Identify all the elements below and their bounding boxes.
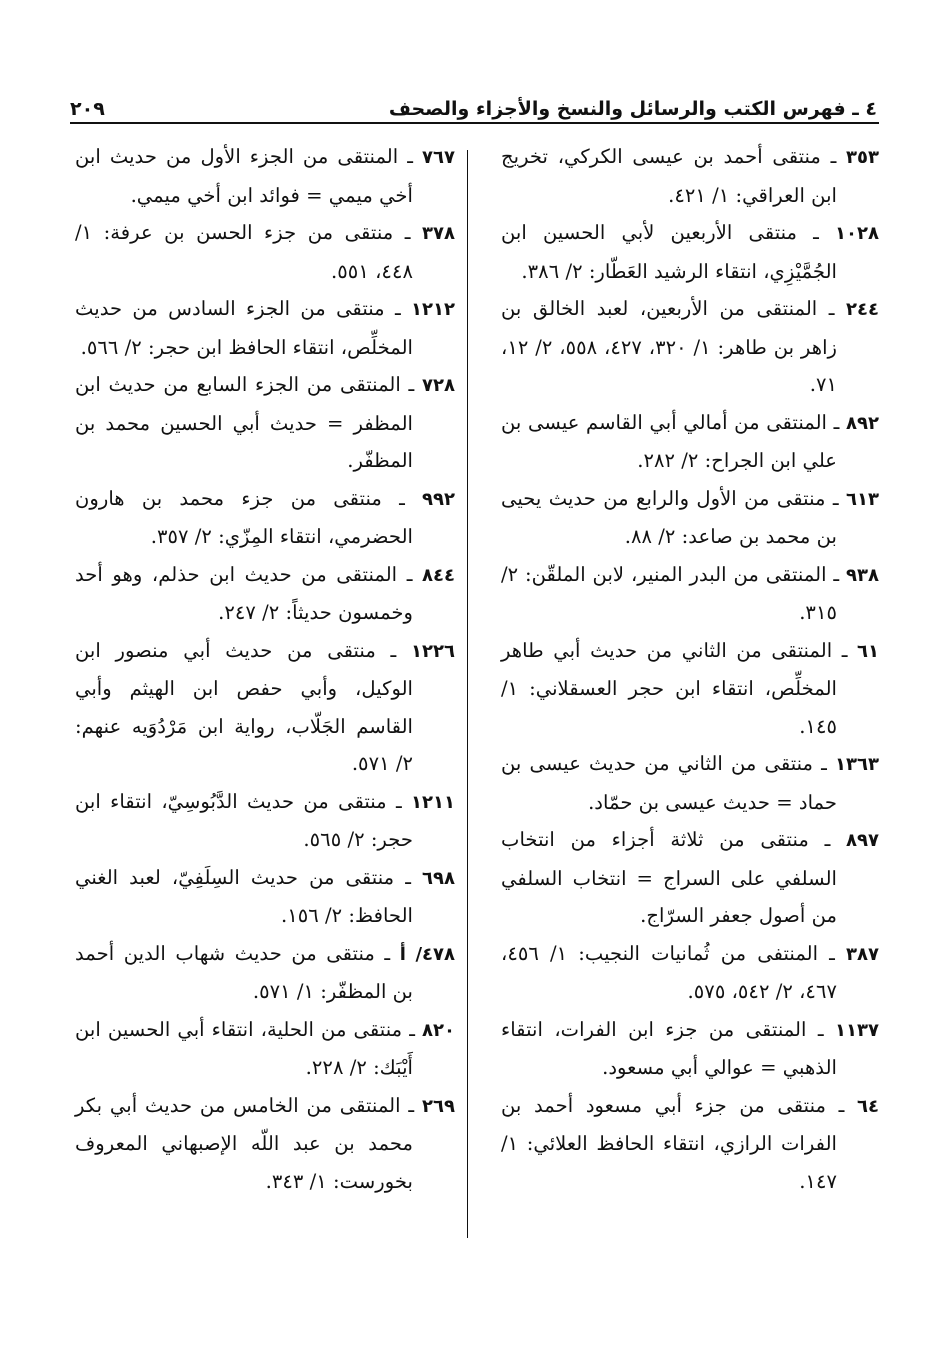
entry-text: ـ منتقى من جزء أبي مسعود أحمد بن الفرات الرازي، انتقاء الحافظ العلائي: ١/ ١٤٧. — [501, 1093, 845, 1193]
entry-text: ـ منتقى أحمد بن عيسى الكركي، تخريج ابن العراقي: ١/ ٤٢١. — [501, 145, 837, 207]
entry-text: ـ منتقى من الثاني من حديث عيسى بن حماد = حديث عيسى بن حمّاد. — [501, 752, 837, 814]
index-entry — [501, 214, 879, 290]
entry-number: ١٢١١ — [411, 791, 455, 813]
column-divider — [467, 150, 468, 1238]
running-title: ٤ ـ فهرس الكتب والرسائل والنسخ والأجزاء والصحف — [388, 98, 877, 120]
entry-number: ٦١٣ — [846, 488, 879, 510]
entry-number: ٨٩٢ — [846, 412, 879, 434]
entry-number: ٨٢٠ — [422, 1019, 455, 1041]
index-entry — [501, 138, 879, 214]
entry-text: ـ منتقى من جزء الحسن بن عرفة: ١/ ٤٤٨، ٥٥١. — [75, 221, 413, 283]
index-entry — [75, 1087, 455, 1201]
index-entry — [501, 745, 879, 821]
entry-number: ٣٥٣ — [846, 147, 880, 168]
entry-text: ـ منتقى من حديث الدَّبُوسِيّ، انتقاء ابن حجر: ٢/ ٥٦٥. — [75, 789, 413, 851]
entry-number: ٨٤٤ — [422, 564, 456, 586]
entry-number: ٧٢٨ — [422, 375, 456, 396]
header-rule — [70, 122, 879, 124]
entry-text: ـ المنتفى من ثُمانيات النجيب: ١/ ٤٥٦، ٤٦٧، ٢/ ٥٤٢، ٥٧٥. — [501, 941, 837, 1003]
entry-text: ـ منتقى من الأول والرابع من حديث يحيى بن محمد بن صاعد: ٢/ ٨٨. — [501, 486, 839, 548]
index-entry — [75, 1011, 455, 1087]
entry-number: ٧٦٧ — [422, 147, 455, 168]
index-entry — [75, 290, 455, 366]
entry-text: ـ منتقى من حديث أبي منصور ابن الوكيل، وأبي حفص ابن الهيثم وأبي القاسم الجَلّاب، رواية ابن مَرْدُوَيه عنهم: ٢/ ٥٧١. — [75, 638, 413, 775]
index-entry — [75, 632, 455, 783]
entry-number: ٣٨٧ — [846, 943, 879, 965]
index-entry — [501, 480, 879, 556]
index-column-left — [75, 138, 455, 1200]
index-entry — [75, 214, 455, 290]
index-entry — [75, 783, 455, 859]
index-entry — [75, 859, 455, 935]
index-entry — [501, 290, 879, 404]
entry-text: ـ منتقى من حديث السِلَفِيّ، لعبد الغني الحافظ: ٢/ ١٥٦. — [75, 865, 413, 927]
entry-text: ـ منتقى من ثلاثة أجزاء من انتخاب السلفي على السراج = انتخاب السلفي من أصول جعفر السرّاج. — [501, 828, 837, 927]
index-entry — [501, 935, 879, 1011]
entry-text: ـ المنتقى من حديث ابن حذلم، وهو أحد وخمسون حديثاً: ٢/ ٢٤٧. — [75, 562, 413, 624]
entry-number: ٣٧٨ — [422, 223, 455, 244]
index-entry — [501, 1087, 879, 1201]
entry-number: ٤٧٨/ أ — [399, 943, 455, 965]
entry-number: ١٣٦٣ — [835, 754, 879, 775]
entry-text: ـ المنتقى من الجزء السابع من حديث ابن المظفر = حديث أبي الحسين محمد بن المظفّر. — [75, 373, 415, 472]
index-entry — [501, 404, 879, 480]
entry-number: ٦٩٨ — [422, 867, 455, 889]
entry-text: ـ منتقى من حديث شهاب الدين أحمد بن المظفّر: ١/ ٥٧١. — [75, 941, 413, 1003]
index-entry — [501, 1011, 879, 1087]
entry-text: ـ المنتقى من الخامس من حديث أبي بكر محمد بن عبد اللّه الإصبهاني المعروف بخورست: ١/ ٣٤٣. — [75, 1093, 415, 1193]
index-entry — [501, 632, 879, 746]
index-column-right — [501, 138, 879, 1200]
entry-number: ١٠٢٨ — [835, 223, 879, 244]
entry-number: ٢٦٩ — [422, 1095, 455, 1117]
entry-text: ـ منتقى من الحلية، انتقاء أبي الحسين ابن أَيْبَك: ٢/ ٢٢٨. — [75, 1017, 415, 1079]
entry-number: ٢٤٤ — [846, 299, 879, 320]
index-entry — [75, 935, 455, 1011]
index-entry — [501, 556, 879, 632]
entry-text: ـ المنتقى من الثاني من حديث أبي طاهر المخلِّص، انتقاء ابن حجر العسقلاني: ١/ ١٤٥. — [501, 638, 848, 738]
entry-number: ٦١ — [857, 640, 880, 662]
entry-number: ١٢٢٦ — [411, 640, 455, 662]
entry-text: ـ المنتقى من الجزء الأول من حديث ابن أخي ميمي = فوائد ابن أخي ميمي. — [75, 145, 413, 207]
index-entry — [75, 556, 455, 632]
entry-text: ـ منتقى من جزء محمد بن هارون الحضرمي، انتقاء المِزّي: ٢/ ٣٥٧. — [75, 486, 413, 548]
entry-number: ٩٣٨ — [846, 564, 879, 586]
index-entry — [75, 366, 455, 480]
index-entry — [501, 821, 879, 935]
running-header — [70, 80, 877, 120]
index-entry — [75, 480, 455, 556]
entry-number: ٦٤ — [857, 1095, 879, 1117]
entry-number: ١١٣٧ — [835, 1019, 879, 1041]
entry-text: ـ المنتقى من أمالي أبي القاسم عيسى بن علي ابن الجراح: ٢/ ٢٨٢. — [501, 410, 840, 472]
page-number: ٢٠٩ — [70, 98, 105, 120]
entry-text: ـ المنتقى من البدر المنير، لابن الملقّن: ٢/ ٣١٥. — [501, 562, 840, 624]
entry-number: ٩٩٢ — [422, 488, 456, 510]
entry-text: ـ منتقى من الجزء السادس من حديث المخلِّص، انتقاء الحافظ ابن حجر: ٢/ ٥٦٦. — [75, 297, 413, 359]
entry-number: ١٢١٢ — [411, 299, 455, 320]
entry-text: ـ منتقى الأربعين لأبي الحسين ابن الجُمَّيْزِي، انتقاء الرشيد العَطّار: ٢/ ٣٨٦. — [501, 221, 837, 283]
index-entry — [75, 138, 455, 214]
entry-text: ـ المنتقى من جزء ابن الفرات، انتقاء الذهبي = عوالي أبي مسعود. — [501, 1017, 837, 1079]
entry-number: ٨٩٧ — [846, 830, 879, 851]
entry-text: ـ المنتقى من الأربعين، لعبد الخالق بن زاهر بن طاهر: ١/ ٣٢٠، ٤٢٧، ٥٥٨، ٢/ ١٢، ٧١. — [501, 297, 837, 396]
